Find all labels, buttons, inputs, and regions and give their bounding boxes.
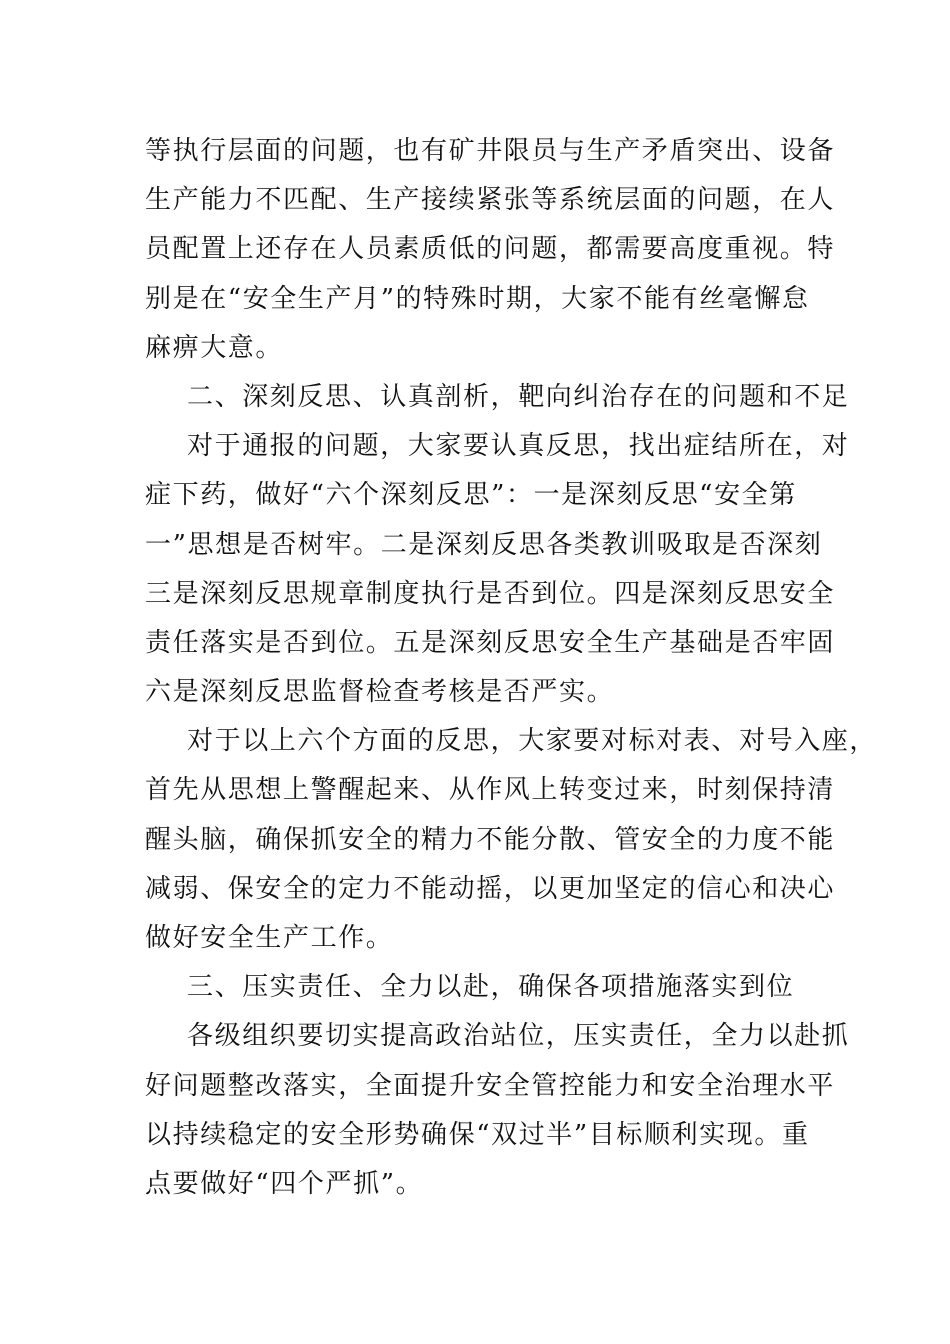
text-line: 做好安全生产工作。	[145, 923, 394, 953]
text-line: 一”思想是否树牢。二是深刻反思各类教训吸取是否深刻	[145, 529, 823, 560]
text-line: 麻痹大意。	[145, 332, 284, 363]
text-line: 三、压实责任、全力以赴，确保各项措施落实到位	[187, 972, 795, 1003]
text-line: 员配置上还存在人员素质低的问题，都需要高度重视。特	[145, 234, 836, 265]
body-text	[145, 127, 878, 1209]
text-line: 各级组织要切实提高政治站位，压实责任，全力以赴抓	[187, 1021, 850, 1052]
text-line: 好问题整改落实，全面提升安全管控能力和安全治理水平	[145, 1070, 836, 1101]
text-line: 六是深刻反思监督检查考核是否严实。	[145, 677, 615, 708]
text-line: 责任落实是否到位。五是深刻反思安全生产基础是否牢固	[145, 627, 836, 658]
text-line: 生产能力不匹配、生产接续紧张等系统层面的问题，在人	[145, 185, 836, 216]
text-line: 对于通报的问题，大家要认真反思，找出症结所在，对	[187, 431, 850, 462]
text-line: 等执行层面的问题，也有矿井限员与生产矛盾突出、设备	[145, 136, 836, 166]
text-line: 二、深刻反思、认真剖析，靶向纠治存在的问题和不足	[187, 381, 850, 412]
text-line: 对于以上六个方面的反思，大家要对标对表、对号入座，	[187, 726, 878, 757]
text-line: 首先从思想上警醒起来、从作风上转变过来，时刻保持清	[145, 775, 836, 806]
text-line: 症下药，做好“六个深刻反思”：一是深刻反思“安全第	[145, 480, 797, 511]
text-line: 减弱、保安全的定力不能动摇，以更加坚定的信心和决心	[145, 873, 836, 904]
text-line: 点要做好“四个严抓”。	[145, 1168, 424, 1199]
text-line: 别是在“安全生产月”的特殊时期，大家不能有丝毫懈怠	[145, 283, 810, 314]
text-line: 以持续稳定的安全形势确保“双过半”目标顺利实现。重	[145, 1119, 810, 1150]
text-line: 三是深刻反思规章制度执行是否到位。四是深刻反思安全	[145, 578, 836, 609]
text-line: 醒头脑，确保抓安全的精力不能分散、管安全的力度不能	[145, 824, 836, 855]
